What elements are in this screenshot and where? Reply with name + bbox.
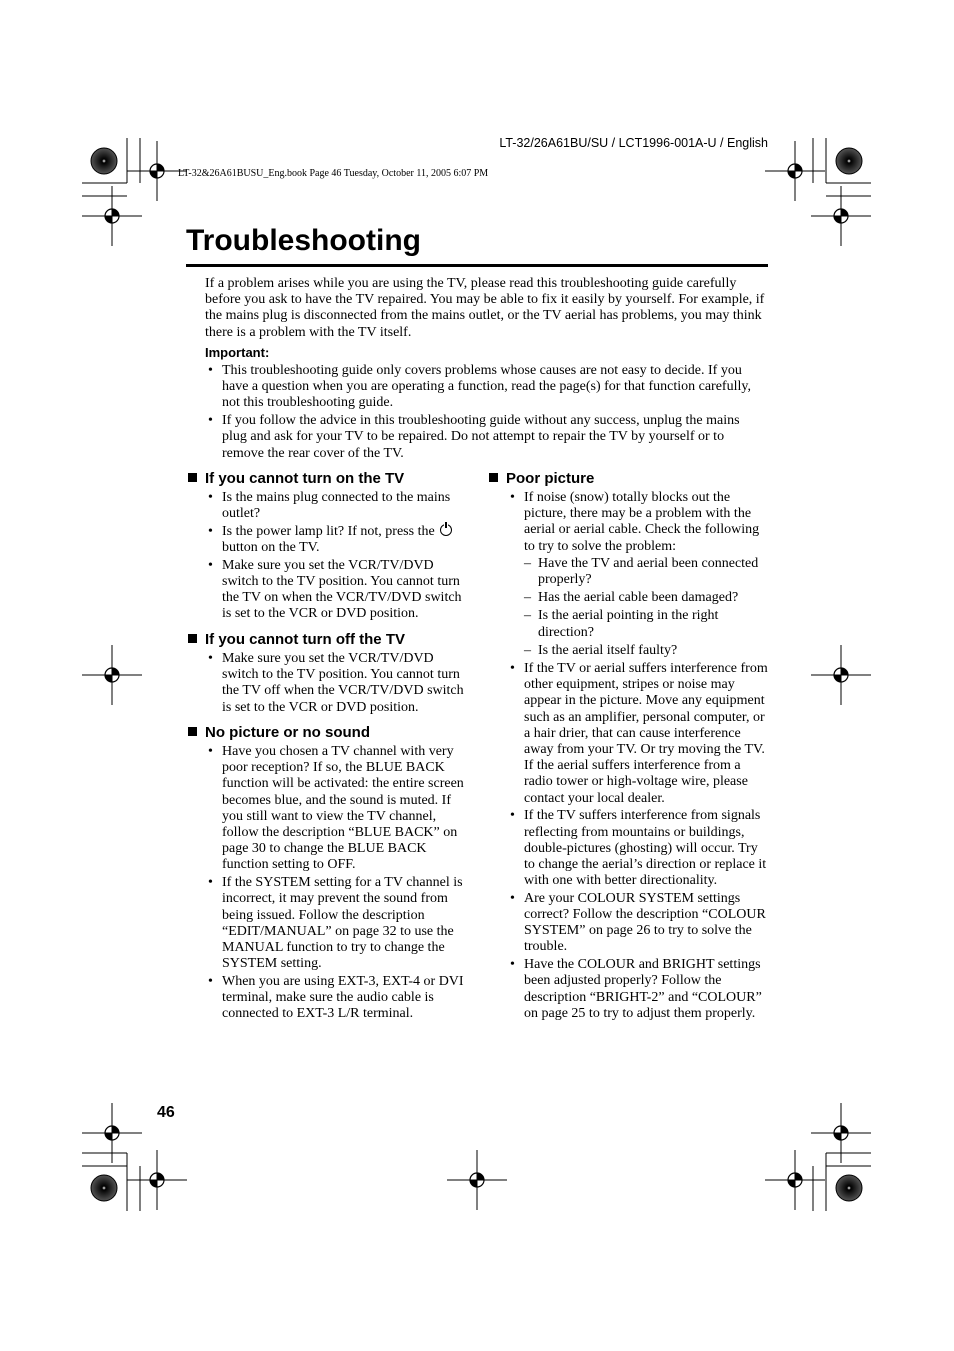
crop-mark-mid-right: [811, 645, 871, 705]
heading-cannot-turn-on: If you cannot turn on the TV: [188, 470, 404, 487]
list-item: • Is the mains plug connected to the mains outlet?: [205, 490, 470, 522]
list-item: • Make sure you set the VCR/TV/DVD switch to the TV position. You cannot turn the TV off when the VCR/TV/DVD switch is set to the VCR or DVD position.: [205, 651, 470, 716]
important-item: • If you follow the advice in this troubleshooting guide without any success, unplug the mains plug and ask for your TV to be repaired. Do not attempt to repair the TV by yourself or to remove the rear cover of the TV.: [205, 413, 767, 462]
list-item: • If the TV suffers interference from signals reflecting from mountains or buildings, double-pictures (ghosting) will occur. Try to change the aerial’s direction or replace it with one with better directionality.: [507, 808, 769, 889]
crop-mark-bottom-right: [765, 1103, 871, 1211]
important-label: Important:: [205, 345, 270, 360]
square-bullet-icon: [188, 473, 197, 482]
crop-mark-top-left: [82, 138, 187, 246]
list-cannot-turn-on: [205, 490, 470, 624]
square-bullet-icon: [188, 634, 197, 643]
list-no-picture: [205, 744, 467, 1024]
important-list: [205, 363, 767, 463]
list-item: • Are your COLOUR SYSTEM settings correct? Follow the description “COLOUR SYSTEM” on page 26 to try to solve the trouble.: [507, 891, 769, 956]
model-line: LT-32/26A61BU/SU / LCT1996-001A-U / English: [499, 136, 768, 150]
crop-mark-top-right: [765, 138, 871, 246]
sub-list-item: – Have the TV and aerial been connected properly?: [524, 556, 769, 588]
power-symbol-icon: [440, 524, 452, 536]
list-item: • Have you chosen a TV channel with very poor reception? If so, the BLUE BACK function will be activated: the entire screen becomes blue, and the sound is muted. If you still want to view the TV channel, follow the description “BLUE BACK” on page 30 to change the BLUE BACK function setting to OFF.: [205, 744, 467, 874]
square-bullet-icon: [188, 727, 197, 736]
sub-list-item: – Is the aerial itself faulty?: [524, 643, 769, 659]
list-cannot-turn-off: [205, 651, 470, 717]
list-item: • Is the power lamp lit? If not, press the button on the TV.: [205, 524, 470, 556]
sub-list-item: – Has the aerial cable been damaged?: [524, 590, 769, 606]
list-item: • If the TV or aerial suffers interference from other equipment, stripes or noise may appear in the picture. Move any equipment such as an amplifier, personal computer, or a hair drier, that can cause interference away from your TV. Or try moving the TV. If the aerial suffers interference from a radio tower or high-voltage wire, please contact your local dealer.: [507, 661, 769, 807]
list-item: • If the SYSTEM setting for a TV channel is incorrect, it may prevent the sound from being issued. Follow the description “EDIT/MANUAL” on page 32 to use the MANUAL function to try to change the SYSTEM setting.: [205, 875, 467, 972]
list-poor-picture: [507, 490, 769, 1024]
heading-cannot-turn-off: If you cannot turn off the TV: [188, 631, 405, 648]
important-item: • This troubleshooting guide only covers problems whose causes are not easy to decide. If you have a question when you are operating a function, read the page(s) for that function carefully, not this troubleshooting guide.: [205, 363, 767, 412]
heading-no-picture: No picture or no sound: [188, 724, 370, 741]
list-item: • Have the COLOUR and BRIGHT settings been adjusted properly? Follow the description “BRIGHT-2” and “COLOUR” on page 25 to try to adjust them properly.: [507, 957, 769, 1022]
page-number: 46: [157, 1104, 175, 1121]
sub-list-item: – Is the aerial pointing in the right direction?: [524, 608, 769, 640]
page-title: Troubleshooting: [186, 224, 421, 257]
list-item: • Make sure you set the VCR/TV/DVD switch to the TV position. You cannot turn the TV on when the VCR/TV/DVD switch is set to the VCR or DVD position.: [205, 558, 470, 623]
sub-list: [524, 556, 769, 659]
crop-mark-bottom-center: [447, 1150, 507, 1210]
crop-mark-mid-left: [82, 645, 142, 705]
heading-poor-picture: Poor picture: [489, 470, 594, 487]
title-rule: [186, 264, 768, 267]
intro-paragraph: If a problem arises while you are using the TV, please read this troubleshooting guide carefully before you ask to have the TV repaired. You may be able to fix it easily by yourself. For example, if the mains plug is disconnected from the mains outlet, or the TV aerial has problems, you may think there is a problem with the TV itself.: [205, 276, 765, 340]
book-info-line: LT-32&26A61BUSU_Eng.book Page 46 Tuesday, October 11, 2005 6:07 PM: [178, 168, 489, 179]
square-bullet-icon: [489, 473, 498, 482]
list-item: • When you are using EXT-3, EXT-4 or DVI terminal, make sure the audio cable is connected to EXT-3 L/R terminal.: [205, 974, 467, 1023]
list-item: • If noise (snow) totally blocks out the picture, there may be a problem with the aerial or aerial cable. Check the following to try to solve the problem: – Have the TV and aerial been connected properly? – Has the aerial cable been damaged? – Is the aerial pointing in the right direction? – Is the aerial itself faulty?: [507, 490, 769, 659]
